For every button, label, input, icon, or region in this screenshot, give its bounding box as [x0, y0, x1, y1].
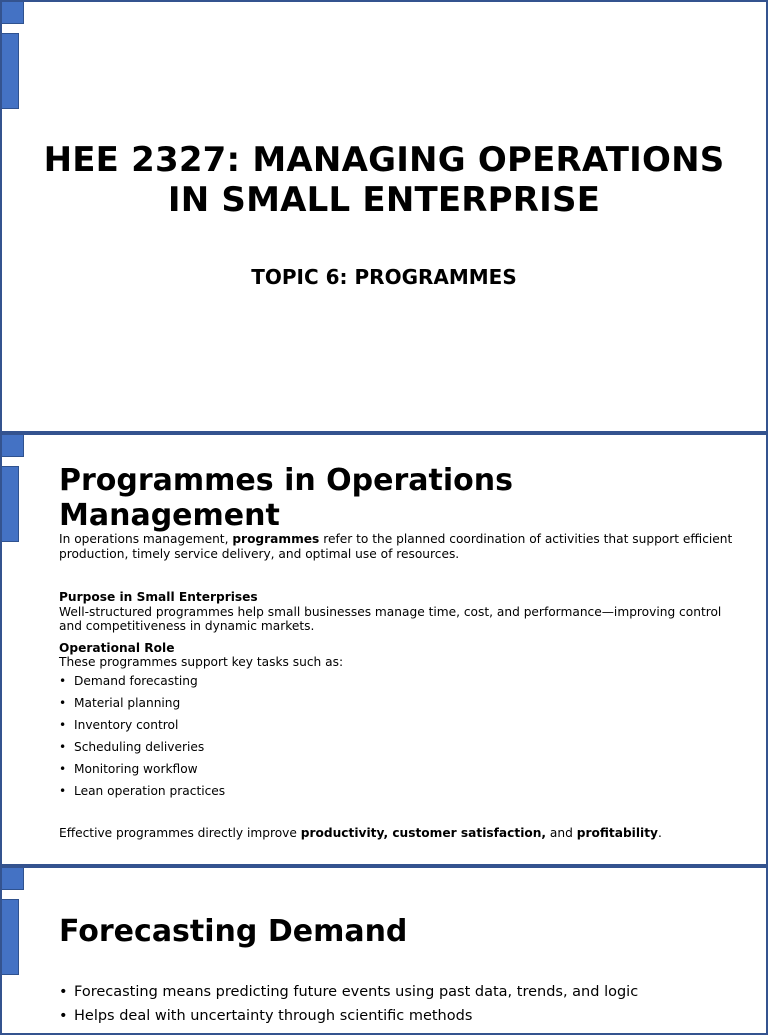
topic-subtitle: TOPIC 6: PROGRAMMES [251, 265, 517, 289]
list-item-text: Lean operation practices [74, 783, 226, 798]
course-title-line2: IN SMALL ENTERPRISE [167, 180, 601, 220]
purpose-text: Well-structured programmes help small businesses manage time, cost, and performance—improving control and competitiveness in dynamic markets. [59, 604, 722, 633]
slide-heading-line1: Programmes in Operations [59, 463, 513, 498]
intro-text-before: In operations management, [59, 532, 233, 546]
bullet-icon: • [59, 739, 67, 754]
closing-bold-1: productivity, customer satisfaction, [300, 826, 547, 840]
slide-body [59, 532, 739, 802]
title-slide [0, 0, 768, 433]
list-item [59, 692, 739, 714]
bullet-icon: • [59, 984, 68, 1000]
bullet-icon: • [59, 783, 67, 798]
closing-text-end: . [657, 826, 662, 840]
accent-square [2, 2, 24, 24]
list-item-text: Demand forecasting [74, 673, 198, 688]
list-item-text: Monitoring workflow [74, 761, 198, 776]
accent-bar [2, 33, 19, 109]
closing-paragraph [59, 826, 739, 841]
slide-heading-line2: Management [59, 498, 280, 533]
accent-square [2, 868, 24, 890]
bullet-icon: • [59, 717, 67, 732]
intro-text-after: refer to the planned coordination of activities that support efficient production, timely service delivery, and optimal use of resources. [59, 532, 733, 561]
list-item [59, 758, 739, 780]
role-text: These programmes support key tasks such as: [59, 655, 344, 669]
course-title-line1: HEE 2327: MANAGING OPERATIONS [43, 140, 725, 180]
bullet-icon: • [59, 1008, 68, 1024]
list-item [59, 780, 739, 802]
forecasting-slide [0, 865, 768, 1035]
closing-text-mid: and [546, 826, 577, 840]
list-item-text: Helps deal with uncertainty through scientific methods [74, 1008, 473, 1024]
accent-bar [2, 466, 19, 542]
bullet-icon: • [59, 673, 67, 688]
closing-bold-2: profitability [576, 826, 658, 840]
list-item-text: Scheduling deliveries [74, 739, 205, 754]
closing-text-before: Effective programmes directly improve [59, 826, 301, 840]
list-item [59, 1004, 749, 1028]
bullet-icon: • [59, 695, 67, 710]
course-title [2, 140, 766, 220]
list-item [59, 714, 739, 736]
forecast-list [59, 980, 749, 1028]
task-list [59, 670, 739, 802]
accent-bar [2, 899, 19, 975]
list-item [59, 670, 739, 692]
list-item-text: Material planning [74, 695, 181, 710]
purpose-heading: Purpose in Small Enterprises [59, 590, 258, 604]
list-item [59, 980, 749, 1004]
list-item [59, 736, 739, 758]
accent-square [2, 435, 24, 457]
role-heading: Operational Role [59, 640, 175, 655]
intro-bold-term: programmes [232, 532, 320, 546]
list-item-text: Inventory control [74, 717, 179, 732]
programmes-slide [0, 432, 768, 866]
slide-heading: Forecasting Demand [59, 914, 408, 949]
slide-heading [59, 463, 513, 533]
intro-paragraph [59, 532, 739, 561]
list-item-text: Forecasting means predicting future events using past data, trends, and logic [74, 984, 639, 1000]
bullet-icon: • [59, 761, 67, 776]
